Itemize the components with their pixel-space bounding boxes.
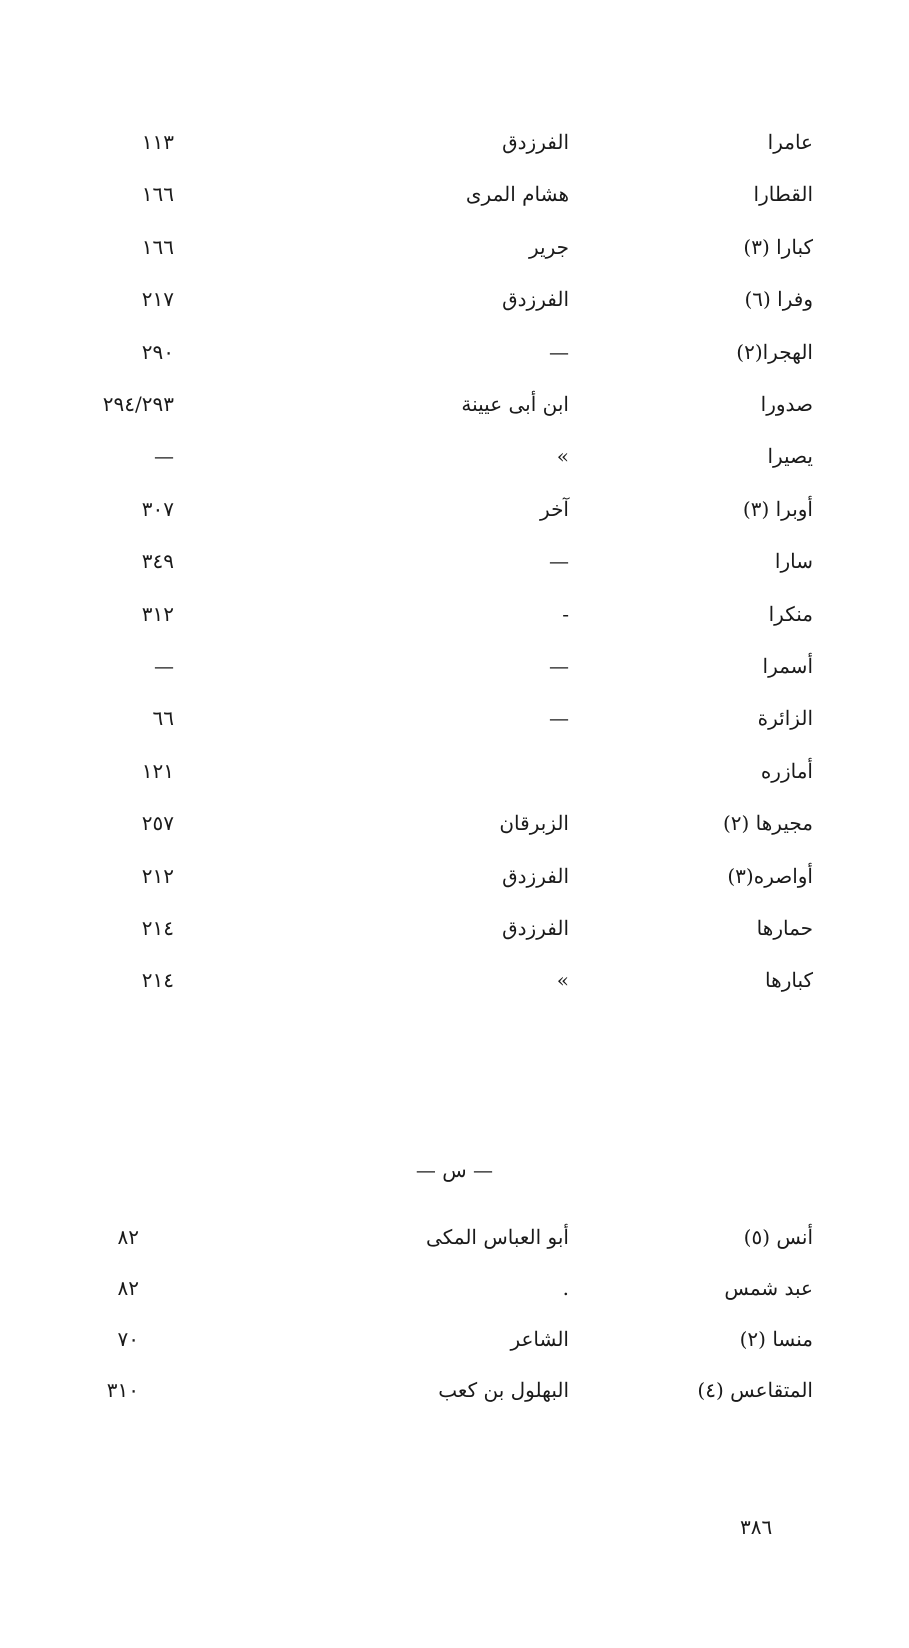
index-row <box>0 803 909 843</box>
index-row <box>0 1268 909 1308</box>
poet-name: ابن أبى عيينة <box>461 392 569 416</box>
index-row <box>0 1319 909 1359</box>
rhyme-word: المتقاعس (٤) <box>697 1378 813 1402</box>
rhyme-word: عامرا <box>767 130 813 154</box>
poet-name: البهلول بن كعب <box>438 1378 569 1402</box>
poet-name: — <box>549 654 569 678</box>
rhyme-word: مجيرها (٢) <box>722 811 813 836</box>
index-row <box>0 122 909 162</box>
poet-name: الفرزدق <box>502 130 569 154</box>
poet-name: — <box>549 549 569 574</box>
page-reference: ١١٣ <box>141 130 174 154</box>
rhyme-word: أنس (٥) <box>743 1225 813 1249</box>
page-reference: ٣١٢ <box>141 601 174 626</box>
page-reference: ٧٠ <box>117 1327 139 1351</box>
poet-name: . <box>562 1276 569 1300</box>
index-row <box>0 436 909 476</box>
rhyme-word: أوبرا (٣) <box>742 496 813 521</box>
rhyme-word: القطارا <box>753 182 813 207</box>
poet-name: آخر <box>540 496 569 521</box>
index-row <box>0 698 909 738</box>
poet-name: جرير <box>529 234 569 259</box>
page-reference: ٢١٢ <box>141 863 174 888</box>
rhyme-word: عبد شمس <box>724 1276 813 1300</box>
poet-name: - <box>562 601 569 626</box>
index-row <box>0 384 909 424</box>
poet-name: الزبرقان <box>499 811 569 836</box>
page-reference: ٢٩٤/٢٩٣ <box>102 392 174 416</box>
index-row <box>0 489 909 529</box>
rhyme-word: الهجرا(٢) <box>736 339 813 364</box>
index-row <box>0 646 909 686</box>
page-reference: ٣١٠ <box>106 1378 139 1402</box>
rhyme-word: منسا (٢) <box>739 1327 813 1351</box>
page-reference: ٢١٧ <box>141 287 174 312</box>
index-row <box>0 174 909 214</box>
rhyme-word: سارا <box>774 549 813 574</box>
page-number: ٣٨٦ <box>740 1515 773 1539</box>
index-row <box>0 541 909 581</box>
section-heading-sin: — س — <box>415 1158 494 1182</box>
poet-name: » <box>556 968 569 993</box>
rhyme-word: وفرا (٦) <box>744 287 813 312</box>
index-row <box>0 1217 909 1257</box>
rhyme-word: صدورا <box>760 392 813 416</box>
rhyme-word: أمازره <box>760 758 813 783</box>
index-row <box>0 332 909 372</box>
index-row <box>0 1370 909 1410</box>
page-reference: — <box>154 444 174 469</box>
page-reference: ٢٩٠ <box>141 339 174 364</box>
index-row <box>0 279 909 319</box>
page-reference: ١٦٦ <box>141 234 174 259</box>
rhyme-word: منكرا <box>768 601 813 626</box>
page-reference: ٣٤٩ <box>141 549 174 574</box>
rhyme-word: الزائرة <box>757 706 813 731</box>
rhyme-word: كبارا (٣) <box>743 234 813 259</box>
poet-name: الفرزدق <box>502 287 569 312</box>
index-row <box>0 856 909 896</box>
poet-name: — <box>549 706 569 731</box>
poet-name: الفرزدق <box>502 863 569 888</box>
poet-name: » <box>556 444 569 469</box>
poet-name: أبو العباس المكى <box>426 1225 569 1249</box>
index-row <box>0 908 909 948</box>
rhyme-word: كبارها <box>765 968 813 993</box>
poet-name: — <box>549 339 569 364</box>
page-reference: ١٦٦ <box>141 182 174 207</box>
index-row <box>0 751 909 791</box>
page-reference: ٣٠٧ <box>141 496 174 521</box>
poet-name: الفرزدق <box>502 916 569 940</box>
index-row <box>0 594 909 634</box>
page-reference: — <box>154 654 174 678</box>
index-row <box>0 227 909 267</box>
index-row <box>0 960 909 1000</box>
page-reference: ٢١٤ <box>141 968 174 993</box>
rhyme-word: أواصره(٣) <box>727 863 813 888</box>
page-reference: ٢٥٧ <box>141 811 174 836</box>
page-reference: ٨٢ <box>117 1276 139 1300</box>
page-reference: ١٢١ <box>141 758 174 783</box>
page-reference: ٢١٤ <box>141 916 174 940</box>
page-reference: ٨٢ <box>117 1225 139 1249</box>
page-reference: ٦٦ <box>152 706 174 731</box>
poet-name: هشام المرى <box>465 182 569 207</box>
rhyme-word: أسمرا <box>762 654 813 678</box>
rhyme-word: يصيرا <box>767 444 813 469</box>
rhyme-word: حمارها <box>756 916 813 940</box>
poet-name: الشاعر <box>510 1327 569 1351</box>
